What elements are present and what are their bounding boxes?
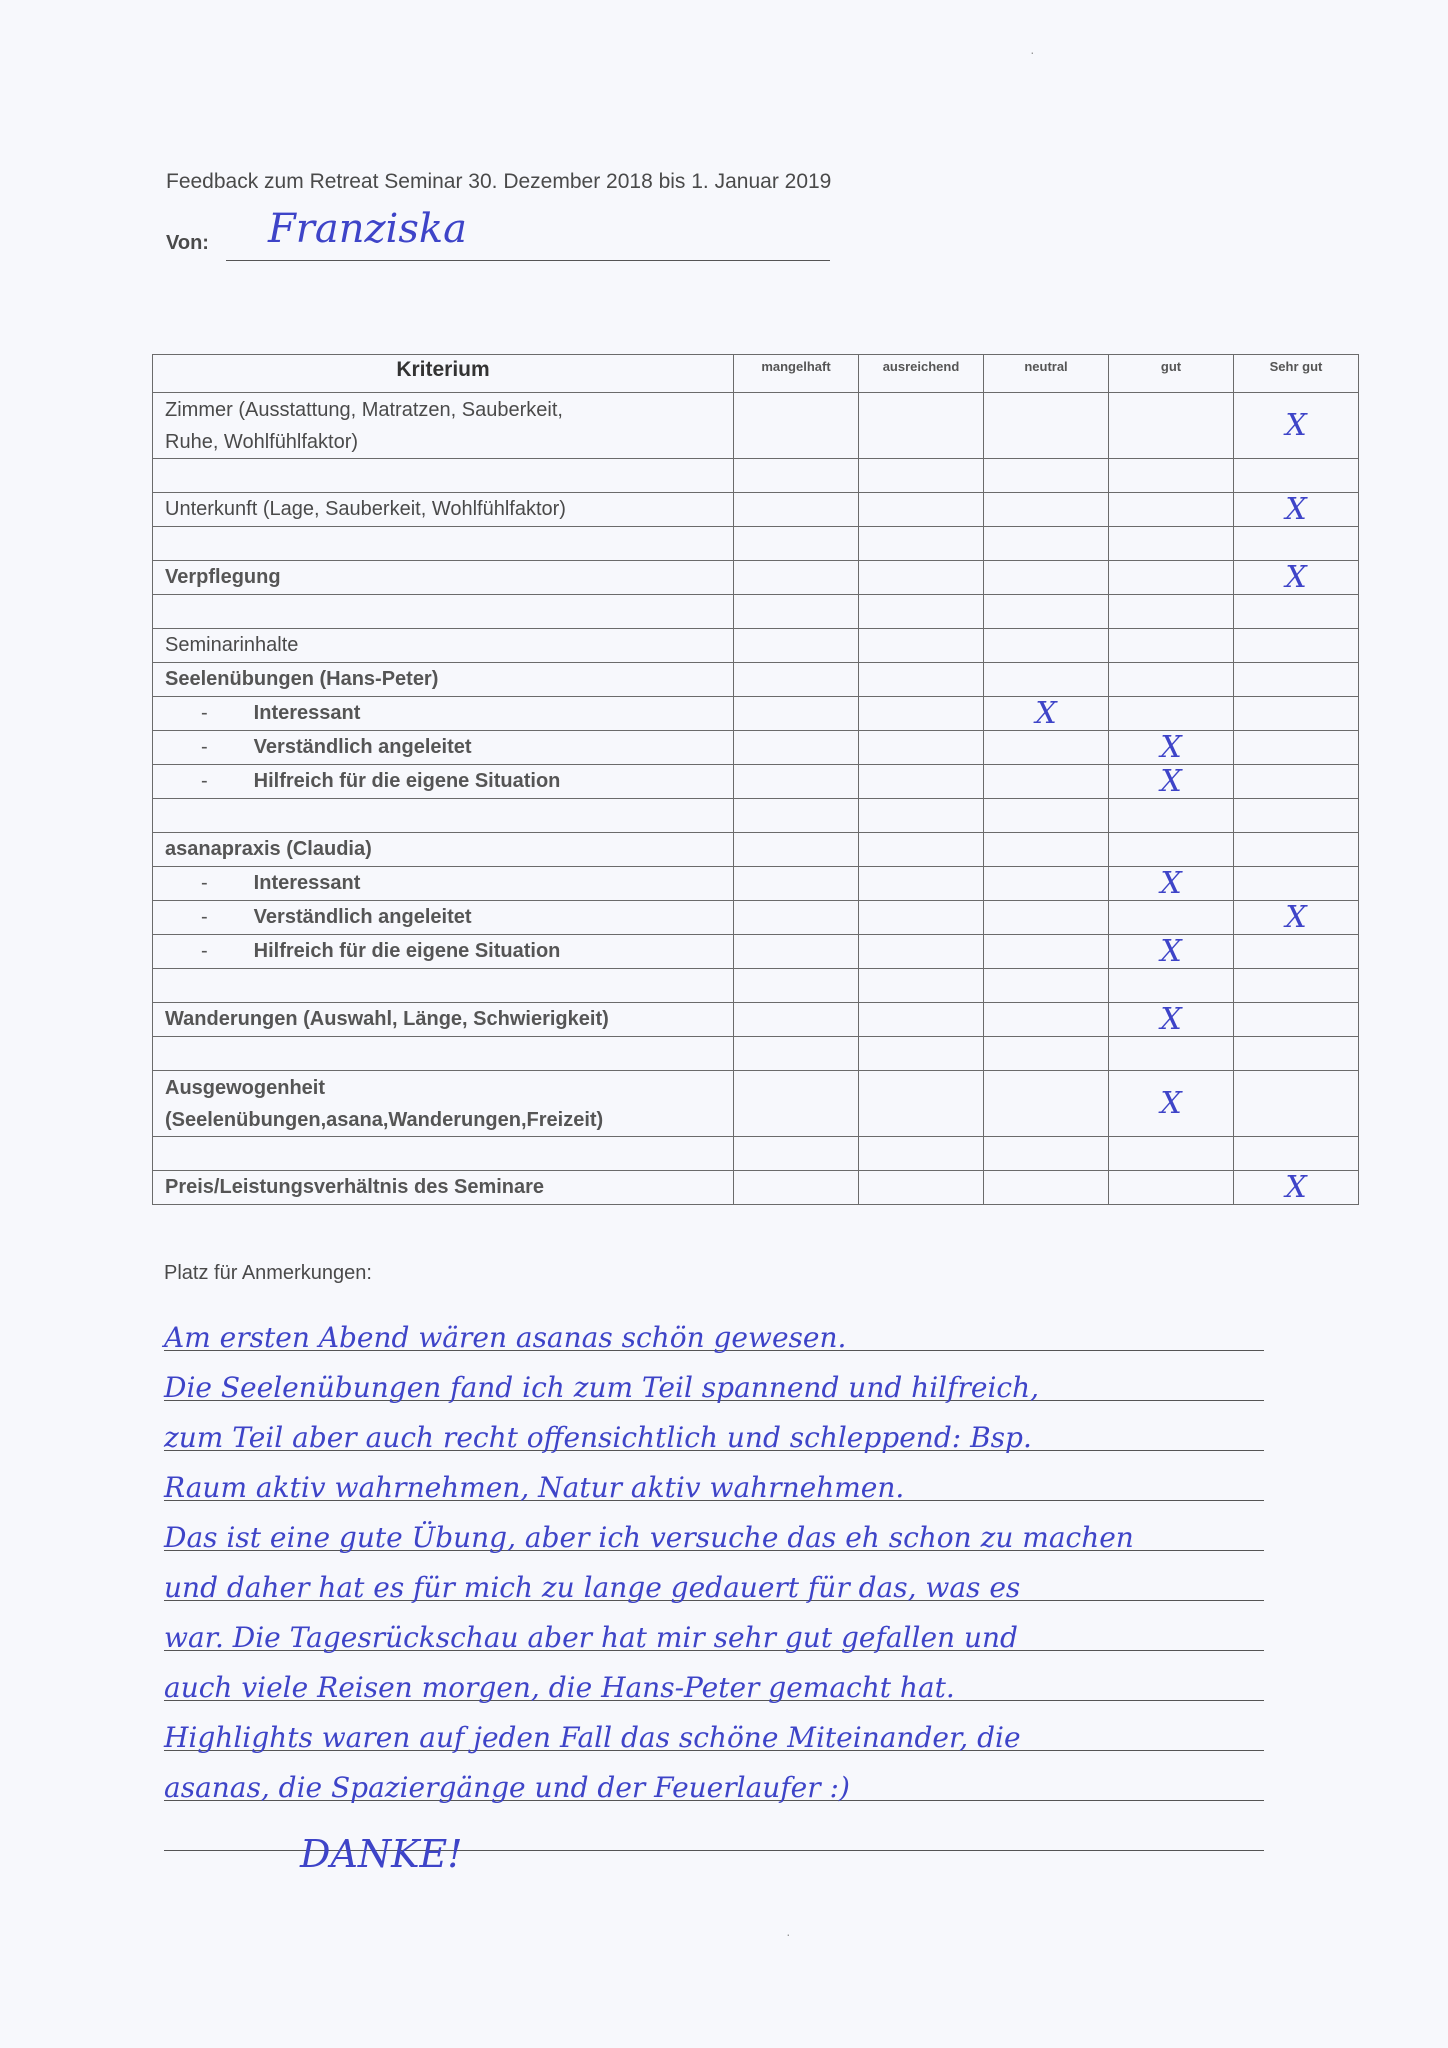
rating-cell-sehr-gut[interactable] <box>1234 1003 1359 1037</box>
rating-cell-gut[interactable] <box>1109 493 1234 527</box>
criterion-label <box>153 459 734 493</box>
rating-cell-mangelhaft[interactable] <box>734 527 859 561</box>
rating-cell-neutral[interactable] <box>984 969 1109 1003</box>
criterion-label <box>153 1137 734 1171</box>
rating-cell-ausreichend[interactable] <box>859 1003 984 1037</box>
rating-cell-neutral[interactable] <box>984 935 1109 969</box>
criterion-text: Preis/Leistungsverhältnis des Seminare <box>165 1176 545 1198</box>
criterion-text-line2: (Seelenübungen,asana,Wanderungen,Freizeit) <box>165 1108 604 1131</box>
rating-cell-gut[interactable] <box>1109 1137 1234 1171</box>
table-row <box>153 595 1359 629</box>
remark-line <box>164 1706 1264 1754</box>
remark-line <box>164 1656 1264 1704</box>
rating-cell-sehr-gut[interactable] <box>1234 1137 1359 1171</box>
column-header-ausreichend: ausreichend <box>859 355 984 393</box>
rating-cell-gut[interactable] <box>1109 393 1234 459</box>
criterion-text: Seelenübungen (Hans-Peter) <box>165 668 439 690</box>
remark-line <box>164 1406 1264 1454</box>
rating-cell-mangelhaft[interactable] <box>734 833 859 867</box>
rating-cell-mangelhaft[interactable] <box>734 493 859 527</box>
remark-handwritten-text: Am ersten Abend wären asanas schön gewesen. <box>164 1321 847 1354</box>
rating-cell-mangelhaft[interactable] <box>734 393 859 459</box>
table-row <box>153 1037 1359 1071</box>
criterion-label <box>153 867 734 901</box>
table-row <box>153 731 1359 765</box>
rating-cell-gut[interactable] <box>1109 527 1234 561</box>
check-x-mark: X <box>1285 1170 1307 1205</box>
rating-cell-neutral[interactable] <box>984 799 1109 833</box>
rating-cell-sehr-gut[interactable] <box>1234 629 1359 663</box>
check-x-mark: X <box>1160 866 1182 901</box>
rating-cell-ausreichend[interactable] <box>859 629 984 663</box>
rating-cell-mangelhaft[interactable] <box>734 901 859 935</box>
rating-cell-mangelhaft[interactable] <box>734 663 859 697</box>
rating-cell-ausreichend[interactable] <box>859 935 984 969</box>
criterion-label <box>153 765 734 799</box>
rating-cell-mangelhaft[interactable] <box>734 595 859 629</box>
remark-handwritten-text: Die Seelenübungen fand ich zum Teil spannend und hilfreich, <box>164 1371 1040 1404</box>
criterion-label <box>153 393 734 459</box>
remarks-title: Platz für Anmerkungen: <box>164 1262 372 1284</box>
remark-line <box>164 1356 1264 1404</box>
rating-cell-sehr-gut[interactable] <box>1234 663 1359 697</box>
check-x-mark: X <box>1160 730 1182 765</box>
table-row <box>153 527 1359 561</box>
rating-cell-neutral[interactable] <box>984 765 1109 799</box>
rating-cell-mangelhaft[interactable] <box>734 697 859 731</box>
rating-cell-mangelhaft[interactable] <box>734 459 859 493</box>
rating-cell-sehr-gut[interactable] <box>1234 765 1359 799</box>
criterion-text: Ausgewogenheit <box>165 1076 326 1099</box>
rating-cell-gut[interactable] <box>1109 731 1234 765</box>
rating-cell-ausreichend[interactable] <box>859 1037 984 1071</box>
rating-cell-sehr-gut[interactable] <box>1234 493 1359 527</box>
criterion-label <box>153 901 734 935</box>
rating-cell-ausreichend[interactable] <box>859 493 984 527</box>
rating-cell-mangelhaft[interactable] <box>734 1037 859 1071</box>
table-row <box>153 833 1359 867</box>
rating-cell-neutral[interactable] <box>984 731 1109 765</box>
column-header-gut: gut <box>1109 355 1234 393</box>
criterion-label <box>153 1003 734 1037</box>
rating-cell-ausreichend[interactable] <box>859 459 984 493</box>
table-row <box>153 663 1359 697</box>
criterion-text: Interessant <box>253 702 361 724</box>
rating-cell-neutral[interactable] <box>984 527 1109 561</box>
check-x-mark: X <box>1285 407 1307 443</box>
table-row <box>153 799 1359 833</box>
rating-cell-neutral[interactable] <box>984 561 1109 595</box>
rating-cell-ausreichend[interactable] <box>859 731 984 765</box>
rating-cell-mangelhaft[interactable] <box>734 765 859 799</box>
rating-cell-neutral[interactable] <box>984 1003 1109 1037</box>
rating-cell-gut[interactable] <box>1109 799 1234 833</box>
rating-cell-mangelhaft[interactable] <box>734 1071 859 1137</box>
rating-cell-mangelhaft[interactable] <box>734 935 859 969</box>
criterion-text: Verpflegung <box>165 566 281 588</box>
rating-cell-gut[interactable] <box>1109 1071 1234 1137</box>
feedback-table <box>152 354 1359 1205</box>
rating-cell-neutral[interactable] <box>984 595 1109 629</box>
criterion-text-line2: Ruhe, Wohlfühlfaktor) <box>165 430 359 453</box>
remark-handwritten-text: und daher hat es für mich zu lange gedauert für das, was es <box>164 1571 1021 1604</box>
rating-cell-ausreichend[interactable] <box>859 901 984 935</box>
criterion-label <box>153 969 734 1003</box>
from-value-handwritten: Franziska <box>268 206 467 252</box>
rating-cell-sehr-gut[interactable] <box>1234 595 1359 629</box>
rating-cell-sehr-gut[interactable] <box>1234 459 1359 493</box>
rating-cell-neutral[interactable] <box>984 1037 1109 1071</box>
rating-cell-neutral[interactable] <box>984 1137 1109 1171</box>
rating-cell-mangelhaft[interactable] <box>734 731 859 765</box>
rating-cell-ausreichend[interactable] <box>859 561 984 595</box>
check-x-mark: X <box>1285 900 1307 935</box>
criterion-label <box>153 1037 734 1071</box>
rating-cell-sehr-gut[interactable] <box>1234 833 1359 867</box>
rating-cell-gut[interactable] <box>1109 833 1234 867</box>
table-row <box>153 765 1359 799</box>
rating-cell-ausreichend[interactable] <box>859 867 984 901</box>
table-row <box>153 901 1359 935</box>
rating-cell-mangelhaft[interactable] <box>734 799 859 833</box>
thanks-handwritten: DANKE! <box>300 1832 463 1876</box>
rating-cell-sehr-gut[interactable] <box>1234 969 1359 1003</box>
from-underline <box>226 260 830 261</box>
criterion-text: asanapraxis (Claudia) <box>165 838 372 860</box>
rating-cell-gut[interactable] <box>1109 459 1234 493</box>
remark-line <box>164 1456 1264 1504</box>
page-title: Feedback zum Retreat Seminar 30. Dezember 2018 bis 1. Januar 2019 <box>166 170 832 193</box>
rating-cell-gut[interactable] <box>1109 595 1234 629</box>
scan-speck: · <box>786 1926 791 1942</box>
rating-cell-gut[interactable] <box>1109 1003 1234 1037</box>
rating-cell-sehr-gut[interactable] <box>1234 1037 1359 1071</box>
rating-cell-ausreichend[interactable] <box>859 663 984 697</box>
check-x-mark: X <box>1035 696 1057 731</box>
rating-cell-ausreichend[interactable] <box>859 527 984 561</box>
rating-cell-neutral[interactable] <box>984 663 1109 697</box>
check-x-mark: X <box>1160 1085 1182 1121</box>
rating-cell-ausreichend[interactable] <box>859 1071 984 1137</box>
table-header-row <box>153 355 1359 393</box>
criterion-label <box>153 493 734 527</box>
rating-cell-neutral[interactable] <box>984 1171 1109 1205</box>
rating-cell-neutral[interactable] <box>984 1071 1109 1137</box>
remark-line <box>164 1506 1264 1554</box>
criterion-text: Verständlich angeleitet <box>253 736 472 758</box>
criterion-label <box>153 935 734 969</box>
rating-cell-mangelhaft[interactable] <box>734 561 859 595</box>
rating-cell-sehr-gut[interactable] <box>1234 561 1359 595</box>
rating-cell-mangelhaft[interactable] <box>734 629 859 663</box>
rating-cell-neutral[interactable] <box>984 393 1109 459</box>
criterion-label <box>153 799 734 833</box>
rating-cell-ausreichend[interactable] <box>859 1171 984 1205</box>
remark-handwritten-text: Highlights waren auf jeden Fall das schöne Miteinander, die <box>164 1721 1021 1754</box>
rating-cell-sehr-gut[interactable] <box>1234 935 1359 969</box>
from-label: Von: <box>166 232 209 254</box>
rating-cell-gut[interactable] <box>1109 1171 1234 1205</box>
remark-handwritten-text: auch viele Reisen morgen, die Hans-Peter gemacht hat. <box>164 1671 955 1704</box>
criterion-text: Interessant <box>253 872 361 894</box>
table-row <box>153 969 1359 1003</box>
rating-cell-sehr-gut[interactable] <box>1234 1071 1359 1137</box>
table-row <box>153 1137 1359 1171</box>
check-x-mark: X <box>1160 764 1182 799</box>
rating-cell-gut[interactable] <box>1109 969 1234 1003</box>
rating-cell-gut[interactable] <box>1109 901 1234 935</box>
criterion-text: Zimmer (Ausstattung, Matratzen, Sauberkeit, <box>165 398 563 421</box>
table-row <box>153 1071 1359 1137</box>
criterion-label <box>153 595 734 629</box>
remark-line <box>164 1756 1264 1804</box>
rating-cell-mangelhaft[interactable] <box>734 1003 859 1037</box>
rating-cell-ausreichend[interactable] <box>859 1137 984 1171</box>
rating-cell-gut[interactable] <box>1109 1037 1234 1071</box>
rating-cell-gut[interactable] <box>1109 629 1234 663</box>
rating-cell-mangelhaft[interactable] <box>734 1171 859 1205</box>
table-row <box>153 629 1359 663</box>
rating-cell-gut[interactable] <box>1109 765 1234 799</box>
rating-cell-gut[interactable] <box>1109 867 1234 901</box>
rating-cell-ausreichend[interactable] <box>859 595 984 629</box>
table-row <box>153 935 1359 969</box>
rating-cell-neutral[interactable] <box>984 493 1109 527</box>
rating-cell-gut[interactable] <box>1109 561 1234 595</box>
table-row <box>153 393 1359 459</box>
rating-cell-neutral[interactable] <box>984 697 1109 731</box>
rating-cell-sehr-gut[interactable] <box>1234 901 1359 935</box>
table-row <box>153 697 1359 731</box>
criterion-label <box>153 697 734 731</box>
criterion-text: Wanderungen (Auswahl, Länge, Schwierigkeit) <box>165 1008 609 1030</box>
table-row <box>153 1003 1359 1037</box>
criterion-text: Seminarinhalte <box>165 634 299 656</box>
criterion-label <box>153 629 734 663</box>
criterion-label <box>153 1071 734 1137</box>
criterion-label <box>153 833 734 867</box>
column-header-criterion: Kriterium <box>153 355 734 393</box>
rating-cell-sehr-gut[interactable] <box>1234 799 1359 833</box>
check-x-mark: X <box>1160 934 1182 969</box>
rating-cell-sehr-gut[interactable] <box>1234 731 1359 765</box>
criterion-label <box>153 663 734 697</box>
rating-cell-ausreichend[interactable] <box>859 833 984 867</box>
rating-cell-sehr-gut[interactable] <box>1234 1171 1359 1205</box>
criterion-label <box>153 561 734 595</box>
criterion-text: Verständlich angeleitet <box>253 906 472 928</box>
rating-cell-ausreichend[interactable] <box>859 765 984 799</box>
rating-cell-neutral[interactable] <box>984 901 1109 935</box>
rating-cell-sehr-gut[interactable] <box>1234 867 1359 901</box>
rating-cell-ausreichend[interactable] <box>859 393 984 459</box>
rating-cell-ausreichend[interactable] <box>859 799 984 833</box>
rating-cell-neutral[interactable] <box>984 629 1109 663</box>
remark-handwritten-text: asanas, die Spaziergänge und der Feuerlaufer :) <box>164 1771 850 1804</box>
rating-cell-neutral[interactable] <box>984 867 1109 901</box>
remark-line <box>164 1556 1264 1604</box>
criterion-label <box>153 1171 734 1205</box>
rating-cell-gut[interactable] <box>1109 935 1234 969</box>
rating-cell-ausreichend[interactable] <box>859 697 984 731</box>
remark-handwritten-text: Das ist eine gute Übung, aber ich versuche das eh schon zu machen <box>164 1521 1134 1554</box>
rating-cell-neutral[interactable] <box>984 459 1109 493</box>
table-row <box>153 459 1359 493</box>
rating-cell-gut[interactable] <box>1109 663 1234 697</box>
remark-handwritten-text: zum Teil aber auch recht offensichtlich und schleppend: Bsp. <box>164 1421 1032 1454</box>
rating-cell-sehr-gut[interactable] <box>1234 527 1359 561</box>
rating-cell-mangelhaft[interactable] <box>734 1137 859 1171</box>
criterion-label <box>153 527 734 561</box>
rating-cell-gut[interactable] <box>1109 697 1234 731</box>
scan-speck: · <box>1030 44 1035 60</box>
criterion-label <box>153 731 734 765</box>
criterion-text: Unterkunft (Lage, Sauberkeit, Wohlfühlfaktor) <box>165 498 566 520</box>
column-header-sehr-gut: Sehr gut <box>1234 355 1359 393</box>
remark-line <box>164 1606 1264 1654</box>
table-row <box>153 867 1359 901</box>
check-x-mark: X <box>1285 492 1307 527</box>
check-x-mark: X <box>1285 560 1307 595</box>
rating-cell-sehr-gut[interactable] <box>1234 697 1359 731</box>
rating-cell-ausreichend[interactable] <box>859 969 984 1003</box>
rating-cell-sehr-gut[interactable] <box>1234 393 1359 459</box>
column-header-neutral: neutral <box>984 355 1109 393</box>
criterion-text: Hilfreich für die eigene Situation <box>253 770 561 792</box>
criterion-text: Hilfreich für die eigene Situation <box>253 940 561 962</box>
remark-handwritten-text: war. Die Tagesrückschau aber hat mir sehr gut gefallen und <box>164 1621 1018 1654</box>
check-x-mark: X <box>1160 1002 1182 1037</box>
table-row <box>153 493 1359 527</box>
table-row <box>153 1171 1359 1205</box>
column-header-mangelhaft: mangelhaft <box>734 355 859 393</box>
rating-cell-neutral[interactable] <box>984 833 1109 867</box>
remark-line <box>164 1306 1264 1354</box>
rating-cell-mangelhaft[interactable] <box>734 867 859 901</box>
rating-cell-mangelhaft[interactable] <box>734 969 859 1003</box>
table-row <box>153 561 1359 595</box>
remark-handwritten-text: Raum aktiv wahrnehmen, Natur aktiv wahrnehmen. <box>164 1471 905 1504</box>
